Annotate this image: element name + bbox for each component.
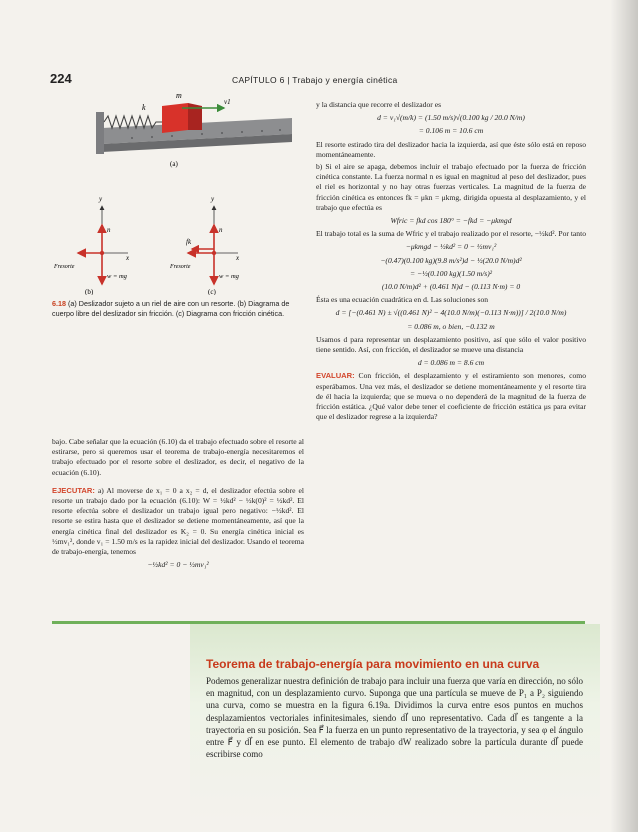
right-equation-5: −(0.47)(0.100 kg)(9.8 m/s²)d − ½(20.0 N/m)d² — [380, 255, 522, 265]
label-weight-c: w = mg — [219, 273, 239, 280]
page-number: 224 — [50, 71, 72, 86]
spring — [104, 116, 162, 128]
label-friction-c: fk — [186, 238, 192, 246]
axis-label-y-c: y — [211, 195, 215, 203]
execute-label: EJECUTAR: — [52, 485, 95, 495]
section-title: Teorema de trabajo-energía para movimiento en una curva — [206, 657, 540, 671]
free-body-diagram-b — [53, 195, 130, 295]
right-equation-3: Wfric = fkd cos 180° = −fkd = −μkmgd — [390, 216, 512, 226]
right-equation-1: d = v₁√(m/k) = (1.50 m/s)√(0.100 kg / 20.0 N/m) — [377, 113, 525, 123]
figure-6-18 — [52, 90, 302, 295]
label-spring-force-c: Fresorte — [170, 264, 191, 270]
evaluate-label: EVALUAR: — [316, 371, 355, 381]
right-paragraph-7 — [316, 371, 586, 422]
section-text: Podemos generalizar nuestra definición de trabajo para incluir una fuerza que varía en dirección, no sólo en magnitud, con un desplazamiento curvo. Suponga que una partícula se mueve de P₁ a P₂ siguiendo una curva, como se muestra en la figura 6.19a. Dividimos la curva entre esos puntos en muchos desplazamientos vectoriales infinitesimales, siendo dl⃗ uno representativo. Cada dl⃗ es tangente a la trayectoria en su posición. Sea F⃗ la fuerza en un punto representativo de la trayectoria, y sea φ el ángulo entre F⃗ y dl⃗ en ese punto. El elemento de trabajo dW realizado sobre la partícula durante dl⃗ puede escribirse como — [206, 676, 583, 760]
figure-caption — [52, 299, 304, 318]
free-body-diagram-c — [169, 195, 240, 295]
left-paragraph-1: bajo. Cabe señalar que la ecuación (6.10) da el trabajo efectuado sobre el resorte al estirarse, pero si queremos usar el teorema de trabajo-energía necesitaremos el trabajo efectuado por el resorte sobre el deslizador, es decir, el negativo de la ecuación (6.10). — [52, 437, 304, 477]
right-paragraph-7-text: Con fricción, el desplazamiento y el estiramiento son menores, como esperábamos. Una vez más, el deslizador se detiene momentáneamente y el resorte tira de él hacia la izquierda; que se mueva o no dependerá de la magnitud de la fuerza de fricción estática. ¿Qué valor debe tener el coeficiente de fricción estática μs para evitar que el deslizador regrese a la izquierda? — [316, 371, 586, 422]
left-equation-1: −½kd² = 0 − ½mv₁² — [147, 560, 209, 570]
right-paragraph-6: Usamos d para representar un desplazamiento positivo, así que sólo el valor positivo tiene sentido. Así, con fricción, el deslizador se mueve una distancia — [316, 334, 586, 355]
right-equation-2: = 0.106 m = 10.6 cm — [418, 126, 484, 136]
page-edge-shadow — [610, 0, 638, 832]
right-paragraph-5: Ésta es una ecuación cuadrática en d. Las soluciones son — [316, 295, 489, 305]
label-spring-force-b: Fresorte — [54, 264, 75, 270]
right-equation-7: (10.0 N/m)d² + (0.461 N)d − (0.113 N·m) = 0 — [381, 282, 521, 292]
label-panel-c: (c) — [208, 288, 216, 295]
right-paragraph-2: El resorte estirado tira del deslizador hacia la izquierda, así que éste sólo está en reposo momentáneamente. — [316, 139, 586, 159]
axis-label-x-b: x — [126, 254, 130, 262]
label-weight-b: w = mg — [107, 273, 127, 280]
right-paragraph-4: El trabajo total es la suma de Wfric y el trabajo realizado por el resorte, −½kd². Por tanto — [316, 229, 586, 239]
running-head: CAPÍTULO 6 | Trabajo y energía cinética — [232, 75, 398, 85]
right-paragraph-3: b) Si el aire se apaga, debemos incluir el trabajo efectuado por la fuerza de fricción cinética constante. La fuerza normal n es igual en magnitud al peso del deslizador, pues el riel es horizontal y no hay otras fuerzas verticales. La magnitud de la fuerza de fricción cinética es entonces fk = μkn = μkmg, dirigida opuesta al desplazamiento, y el trabajo que efectúa es — [316, 162, 586, 212]
axis-label-x-c: x — [236, 254, 240, 262]
right-equation-8: d = [−(0.461 N) ± √((0.461 N)² − 4(10.0 N/m)(−0.113 N·m))] / 2(10.0 N/m) — [335, 308, 567, 318]
right-equation-6: = −½(0.100 kg)(1.50 m/s)² — [409, 268, 493, 278]
right-paragraph-1: y la distancia que recorre el deslizador es — [316, 100, 442, 109]
right-equation-9: = 0.086 m, o bien, −0.132 m — [407, 321, 495, 331]
label-mass-m: m — [176, 91, 182, 100]
label-panel-a: (a) — [170, 160, 178, 168]
axis-label-y-b: y — [99, 195, 103, 203]
left-column — [52, 437, 304, 573]
label-velocity: v1 — [224, 98, 231, 106]
left-paragraph-2 — [52, 486, 304, 557]
left-paragraph-2-text: a) Al moverse de x₁ = 0 a x₂ = d, el deslizador efectúa sobre el resorte un trabajo dado por la ecuación (6.10): W = ½kd² − ½k(0)² = ½kd². El resorte efectúa sobre el deslizador un trabajo igual pero negativo: −½kd². El resorte se estira hasta que el deslizador se detiene momentáneamente, así que la energía cinética final del deslizador es K₂ = 0. Su energía cinética inicial es ½mv₁², donde v₁ = 1.50 m/s es la rapidez inicial del deslizador. Usando el teorema de trabajo-energía, tenemos — [52, 485, 305, 557]
label-spring-k: k — [142, 103, 146, 112]
right-column — [316, 100, 586, 424]
right-equation-4: −μkmgd − ½kd² = 0 − ½mv₁² — [405, 242, 497, 252]
label-normal-b: n — [107, 226, 111, 234]
caption-number: 6.18 — [52, 299, 66, 308]
caption-text: (a) Deslizador sujeto a un riel de aire con un resorte. (b) Diagrama de cuerpo libre del deslizador sin fricción. (c) Diagrama con fricción cinética. — [52, 299, 290, 318]
right-equation-10: d = 0.086 m = 8.6 cm — [417, 358, 485, 368]
label-panel-b: (b) — [85, 288, 94, 295]
label-normal-c: n — [219, 226, 223, 234]
